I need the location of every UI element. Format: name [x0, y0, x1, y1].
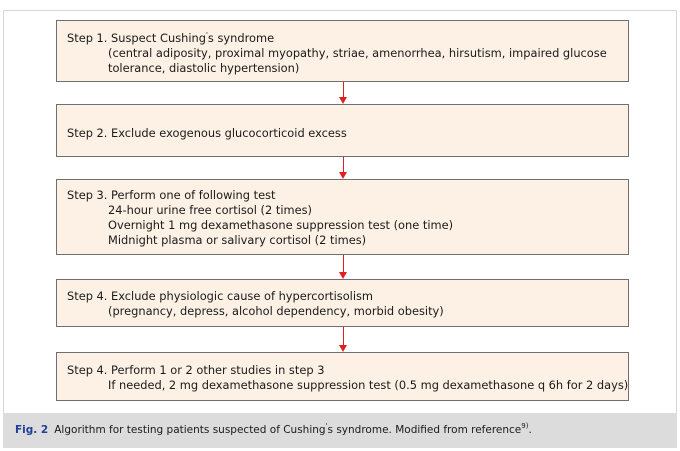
step-1-heading	[67, 31, 628, 46]
step-1-heading-text-end: s syndrome	[207, 31, 275, 45]
step-1-box	[56, 20, 629, 82]
caption-apostrophe-mark: '	[325, 422, 328, 430]
caption-text-middle: s syndrome. Modified from reference	[327, 424, 522, 436]
figure-label: Fig. 2	[15, 424, 49, 436]
step-3-detail-2: Overnight 1 mg dexamethasone suppression test (one time)	[108, 218, 454, 232]
step-4a-detail: (pregnancy, depress, alcohol dependency, morbid obesity)	[108, 304, 444, 318]
step-4a-heading: Step 4. Exclude physiologic cause of hypercortisolism	[67, 289, 374, 303]
step-3-heading: Step 3. Perform one of following test	[67, 188, 276, 202]
step-3-detail-3: Midnight plasma or salivary cortisol (2 times)	[108, 233, 367, 247]
step-4b-detail: If needed, 2 mg dexamethasone suppression test (0.5 mg dexamethasone q 6h for 2 days)	[108, 378, 629, 392]
step-4b-heading: Step 4. Perform 1 or 2 other studies in step 3	[67, 363, 325, 377]
step-2-box	[56, 104, 629, 157]
step-2-heading: Step 2. Exclude exogenous glucocorticoid excess	[67, 126, 347, 140]
caption-text: Algorithm for testing patients suspected of Cushing	[54, 424, 326, 436]
step-1-heading-text: Step 1. Suspect Cushing	[67, 31, 206, 45]
step-3-detail-1: 24-hour urine free cortisol (2 times)	[108, 203, 312, 217]
apostrophe-mark: '	[205, 31, 208, 39]
arrow-3-4	[339, 255, 348, 279]
step-1-detail: (central adiposity, proximal myopathy, striae, amenorrhea, hirsutism, impaired glucose tolerance, diastolic hypertension)	[108, 46, 607, 75]
step-4a-box	[56, 279, 629, 327]
arrow-4-5	[339, 327, 348, 352]
arrow-2-3	[339, 157, 348, 179]
figure-caption	[3, 413, 677, 448]
step-4b-box	[56, 352, 629, 401]
caption-reference: 9)	[521, 422, 529, 430]
caption-text-end: .	[528, 424, 532, 436]
step-3-box	[56, 179, 629, 255]
arrow-1-2	[339, 82, 348, 104]
